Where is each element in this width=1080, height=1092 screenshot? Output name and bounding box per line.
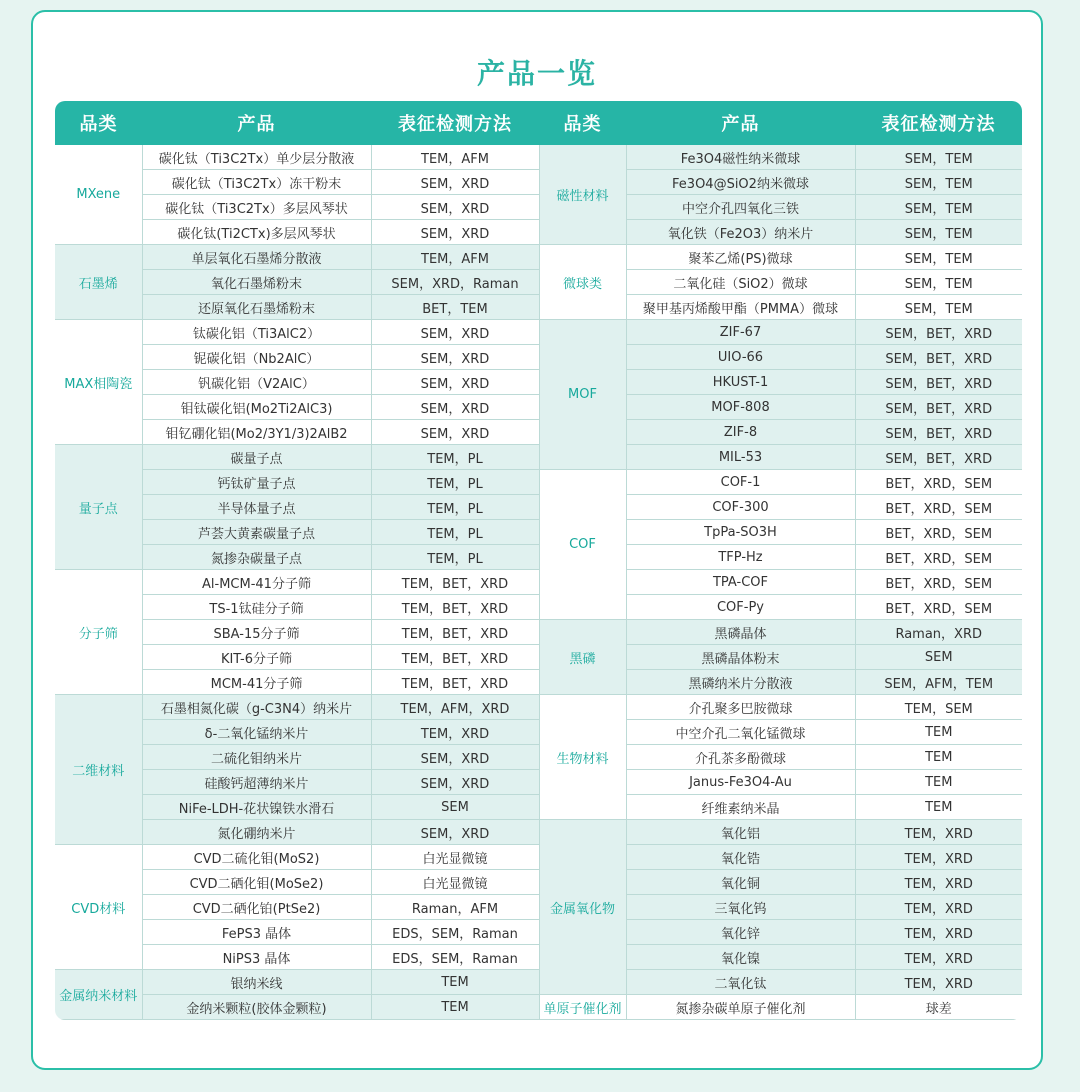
category-cell-left: CVD材料 — [55, 845, 142, 970]
method-cell-right: SEM，BET，XRD — [855, 420, 1022, 445]
product-cell-left: 石墨相氮化碳（g-C3N4）纳米片 — [142, 695, 371, 720]
method-cell-right: SEM — [855, 645, 1022, 670]
product-cell-right: 黑磷晶体 — [626, 620, 855, 645]
table-row — [55, 245, 1022, 270]
method-cell-left: Raman，AFM — [371, 895, 539, 920]
method-cell-right: SEM，TEM — [855, 195, 1022, 220]
category-cell-left: MAX相陶瓷 — [55, 320, 142, 445]
method-cell-right: TEM — [855, 720, 1022, 745]
method-cell-right: BET，XRD，SEM — [855, 570, 1022, 595]
table-body — [55, 145, 1022, 1020]
product-cell-right: 聚甲基丙烯酸甲酯（PMMA）微球 — [626, 295, 855, 320]
method-cell-left: SEM，XRD — [371, 745, 539, 770]
product-table-wrapper — [55, 101, 1022, 1020]
product-cell-right: 二氧化钛 — [626, 970, 855, 995]
table-row — [55, 370, 1022, 395]
method-cell-left: TEM，PL — [371, 545, 539, 570]
product-cell-left: 钼钛碳化铝(Mo2Ti2AlC3) — [142, 395, 371, 420]
product-cell-right: 氧化锌 — [626, 920, 855, 945]
table-row — [55, 745, 1022, 770]
table-row — [55, 895, 1022, 920]
header-category-left: 品类 — [55, 101, 142, 145]
method-cell-left: TEM，BET，XRD — [371, 670, 539, 695]
category-cell-right: MOF — [539, 320, 626, 470]
product-cell-left: 碳量子点 — [142, 445, 371, 470]
table-row — [55, 995, 1022, 1020]
method-cell-left: TEM，PL — [371, 495, 539, 520]
table-row — [55, 795, 1022, 820]
method-cell-right: TEM，XRD — [855, 820, 1022, 845]
product-cell-left: 钼钇硼化铝(Mo2/3Y1/3)2AlB2 — [142, 420, 371, 445]
method-cell-left: 白光显微镜 — [371, 845, 539, 870]
method-cell-left: TEM，PL — [371, 470, 539, 495]
method-cell-left: EDS，SEM，Raman — [371, 920, 539, 945]
method-cell-right: TEM — [855, 795, 1022, 820]
method-cell-left: SEM，XRD — [371, 220, 539, 245]
method-cell-right: Raman，XRD — [855, 620, 1022, 645]
table-row — [55, 270, 1022, 295]
method-cell-left: TEM — [371, 970, 539, 995]
product-cell-left: 半导体量子点 — [142, 495, 371, 520]
method-cell-right: 球差 — [855, 995, 1022, 1020]
category-cell-left: 量子点 — [55, 445, 142, 570]
method-cell-left: SEM，XRD — [371, 195, 539, 220]
product-cell-right: 氧化锆 — [626, 845, 855, 870]
method-cell-left: SEM，XRD — [371, 420, 539, 445]
method-cell-right: TEM，XRD — [855, 945, 1022, 970]
method-cell-right: SEM，AFM，TEM — [855, 670, 1022, 695]
category-cell-right: COF — [539, 470, 626, 620]
category-cell-left: 分子筛 — [55, 570, 142, 695]
table-row — [55, 395, 1022, 420]
product-cell-left: 碳化钛（Ti3C2Tx）多层风琴状 — [142, 195, 371, 220]
product-cell-right: HKUST-1 — [626, 370, 855, 395]
product-cell-left: 氮掺杂碳量子点 — [142, 545, 371, 570]
product-cell-left: 钛碳化铝（Ti3AlC2） — [142, 320, 371, 345]
product-cell-right: 黑磷晶体粉末 — [626, 645, 855, 670]
product-cell-left: 钒碳化铝（V2AlC） — [142, 370, 371, 395]
method-cell-right: TEM，SEM — [855, 695, 1022, 720]
table-row — [55, 495, 1022, 520]
table-row — [55, 470, 1022, 495]
product-cell-right: ZIF-8 — [626, 420, 855, 445]
method-cell-right: SEM，BET，XRD — [855, 370, 1022, 395]
product-cell-left: 碳化钛(Ti2CTx)多层风琴状 — [142, 220, 371, 245]
product-cell-left: FePS3 晶体 — [142, 920, 371, 945]
product-cell-left: 金纳米颗粒(胶体金颗粒) — [142, 995, 371, 1020]
table-row — [55, 220, 1022, 245]
page-title: 产品一览 — [476, 57, 597, 90]
method-cell-left: TEM — [371, 995, 539, 1020]
category-cell-right: 微球类 — [539, 245, 626, 320]
method-cell-right: SEM，TEM — [855, 295, 1022, 320]
method-cell-right: TEM，XRD — [855, 895, 1022, 920]
method-cell-left: SEM，XRD — [371, 345, 539, 370]
product-cell-left: 银纳米线 — [142, 970, 371, 995]
method-cell-left: TEM，AFM — [371, 145, 539, 170]
product-cell-right: 中空介孔四氧化三铁 — [626, 195, 855, 220]
method-cell-left: SEM — [371, 795, 539, 820]
product-cell-left: 碳化钛（Ti3C2Tx）单少层分散液 — [142, 145, 371, 170]
product-cell-left: NiPS3 晶体 — [142, 945, 371, 970]
product-cell-right: 聚苯乙烯(PS)微球 — [626, 245, 855, 270]
table-row — [55, 170, 1022, 195]
method-cell-right: TEM — [855, 745, 1022, 770]
product-cell-right: TFP-Hz — [626, 545, 855, 570]
product-cell-right: 黑磷纳米片分散液 — [626, 670, 855, 695]
method-cell-left: TEM，BET，XRD — [371, 570, 539, 595]
product-cell-right: 三氧化钨 — [626, 895, 855, 920]
method-cell-right: TEM — [855, 770, 1022, 795]
table-row — [55, 870, 1022, 895]
product-cell-right: COF-1 — [626, 470, 855, 495]
method-cell-right: BET，XRD，SEM — [855, 495, 1022, 520]
product-cell-left: Al-MCM-41分子筛 — [142, 570, 371, 595]
product-cell-right: UIO-66 — [626, 345, 855, 370]
table-row — [55, 420, 1022, 445]
table-row — [55, 295, 1022, 320]
method-cell-left: SEM，XRD — [371, 170, 539, 195]
method-cell-right: SEM，TEM — [855, 170, 1022, 195]
method-cell-left: SEM，XRD — [371, 770, 539, 795]
table-row — [55, 720, 1022, 745]
method-cell-left: TEM，BET，XRD — [371, 595, 539, 620]
product-cell-right: 中空介孔二氧化锰微球 — [626, 720, 855, 745]
product-cell-left: 氮化硼纳米片 — [142, 820, 371, 845]
header-category-right: 品类 — [539, 101, 626, 145]
method-cell-right: SEM，TEM — [855, 220, 1022, 245]
category-cell-left: 石墨烯 — [55, 245, 142, 320]
product-cell-right: 氮掺杂碳单原子催化剂 — [626, 995, 855, 1020]
method-cell-right: TEM，XRD — [855, 920, 1022, 945]
table-header-row — [55, 101, 1022, 145]
method-cell-right: BET，XRD，SEM — [855, 470, 1022, 495]
table-row — [55, 520, 1022, 545]
method-cell-left: SEM，XRD — [371, 320, 539, 345]
method-cell-right: TEM，XRD — [855, 970, 1022, 995]
category-cell-right: 生物材料 — [539, 695, 626, 820]
table-row — [55, 445, 1022, 470]
method-cell-right: BET，XRD，SEM — [855, 545, 1022, 570]
product-cell-right: Janus-Fe3O4-Au — [626, 770, 855, 795]
header-method-left: 表征检测方法 — [371, 101, 539, 145]
product-cell-left: CVD二硫化钼(MoS2) — [142, 845, 371, 870]
product-cell-right: MOF-808 — [626, 395, 855, 420]
method-cell-right: TEM，XRD — [855, 870, 1022, 895]
product-cell-left: δ-二氧化锰纳米片 — [142, 720, 371, 745]
table-row — [55, 570, 1022, 595]
product-cell-right: 二氧化硅（SiO2）微球 — [626, 270, 855, 295]
method-cell-left: TEM，PL — [371, 520, 539, 545]
method-cell-left: TEM，BET，XRD — [371, 645, 539, 670]
header-product-right: 产品 — [626, 101, 855, 145]
category-cell-right: 黑磷 — [539, 620, 626, 695]
table-row — [55, 920, 1022, 945]
category-cell-left: 金属纳米材料 — [55, 970, 142, 1020]
table-row — [55, 645, 1022, 670]
table-row — [55, 670, 1022, 695]
category-cell-right: 金属氧化物 — [539, 820, 626, 995]
product-cell-right: MIL-53 — [626, 445, 855, 470]
table-row — [55, 320, 1022, 345]
category-cell-right: 磁性材料 — [539, 145, 626, 245]
product-cell-left: NiFe-LDH-花状镍铁水滑石 — [142, 795, 371, 820]
table-row — [55, 545, 1022, 570]
table-row — [55, 345, 1022, 370]
table-row — [55, 820, 1022, 845]
method-cell-left: TEM，AFM，XRD — [371, 695, 539, 720]
table-row — [55, 945, 1022, 970]
product-cell-right: TPA-COF — [626, 570, 855, 595]
method-cell-right: SEM，BET，XRD — [855, 395, 1022, 420]
method-cell-left: TEM，AFM — [371, 245, 539, 270]
method-cell-right: SEM，TEM — [855, 270, 1022, 295]
product-cell-right: 氧化铝 — [626, 820, 855, 845]
product-cell-left: SBA-15分子筛 — [142, 620, 371, 645]
product-cell-left: 还原氧化石墨烯粉末 — [142, 295, 371, 320]
product-cell-right: ZIF-67 — [626, 320, 855, 345]
table-row — [55, 970, 1022, 995]
table-row — [55, 695, 1022, 720]
method-cell-right: SEM，BET，XRD — [855, 345, 1022, 370]
method-cell-right: BET，XRD，SEM — [855, 520, 1022, 545]
table-row — [55, 145, 1022, 170]
product-cell-right: 介孔聚多巴胺微球 — [626, 695, 855, 720]
product-cell-right: TpPa-SO3H — [626, 520, 855, 545]
method-cell-right: TEM，XRD — [855, 845, 1022, 870]
product-cell-left: 硅酸钙超薄纳米片 — [142, 770, 371, 795]
product-table — [55, 101, 1022, 1020]
method-cell-right: BET，XRD，SEM — [855, 595, 1022, 620]
method-cell-left: BET，TEM — [371, 295, 539, 320]
method-cell-left: SEM，XRD — [371, 395, 539, 420]
product-cell-left: 二硫化钼纳米片 — [142, 745, 371, 770]
method-cell-left: EDS，SEM，Raman — [371, 945, 539, 970]
header-product-left: 产品 — [142, 101, 371, 145]
table-row — [55, 595, 1022, 620]
product-cell-right: Fe3O4@SiO2纳米微球 — [626, 170, 855, 195]
method-cell-left: SEM，XRD — [371, 370, 539, 395]
category-cell-left: MXene — [55, 145, 142, 245]
method-cell-left: 白光显微镜 — [371, 870, 539, 895]
product-cell-left: 芦荟大黄素碳量子点 — [142, 520, 371, 545]
product-cell-left: KIT-6分子筛 — [142, 645, 371, 670]
table-row — [55, 195, 1022, 220]
product-cell-left: CVD二硒化铂(PtSe2) — [142, 895, 371, 920]
method-cell-left: SEM，XRD，Raman — [371, 270, 539, 295]
product-cell-right: 氧化铜 — [626, 870, 855, 895]
product-cell-left: 单层氧化石墨烯分散液 — [142, 245, 371, 270]
method-cell-left: TEM，BET，XRD — [371, 620, 539, 645]
table-row — [55, 770, 1022, 795]
product-cell-right: 介孔茶多酚微球 — [626, 745, 855, 770]
product-cell-left: 氧化石墨烯粉末 — [142, 270, 371, 295]
product-cell-left: 钙钛矿量子点 — [142, 470, 371, 495]
method-cell-left: SEM，XRD — [371, 820, 539, 845]
method-cell-right: SEM，BET，XRD — [855, 320, 1022, 345]
table-row — [55, 620, 1022, 645]
product-cell-right: 氧化镍 — [626, 945, 855, 970]
product-cell-right: Fe3O4磁性纳米微球 — [626, 145, 855, 170]
product-cell-right: 氧化铁（Fe2O3）纳米片 — [626, 220, 855, 245]
product-cell-left: CVD二硒化钼(MoSe2) — [142, 870, 371, 895]
product-cell-right: COF-Py — [626, 595, 855, 620]
category-cell-right: 单原子催化剂 — [539, 995, 626, 1020]
method-cell-right: SEM，BET，XRD — [855, 445, 1022, 470]
product-cell-right: COF-300 — [626, 495, 855, 520]
method-cell-left: TEM，PL — [371, 445, 539, 470]
table-row — [55, 845, 1022, 870]
method-cell-right: SEM，TEM — [855, 145, 1022, 170]
product-cell-right: 纤维素纳米晶 — [626, 795, 855, 820]
header-method-right: 表征检测方法 — [855, 101, 1022, 145]
product-cell-left: 碳化钛（Ti3C2Tx）冻干粉末 — [142, 170, 371, 195]
method-cell-right: SEM，TEM — [855, 245, 1022, 270]
product-cell-left: MCM-41分子筛 — [142, 670, 371, 695]
product-cell-left: TS-1钛硅分子筛 — [142, 595, 371, 620]
product-cell-left: 铌碳化铝（Nb2AlC） — [142, 345, 371, 370]
method-cell-left: TEM，XRD — [371, 720, 539, 745]
category-cell-left: 二维材料 — [55, 695, 142, 845]
